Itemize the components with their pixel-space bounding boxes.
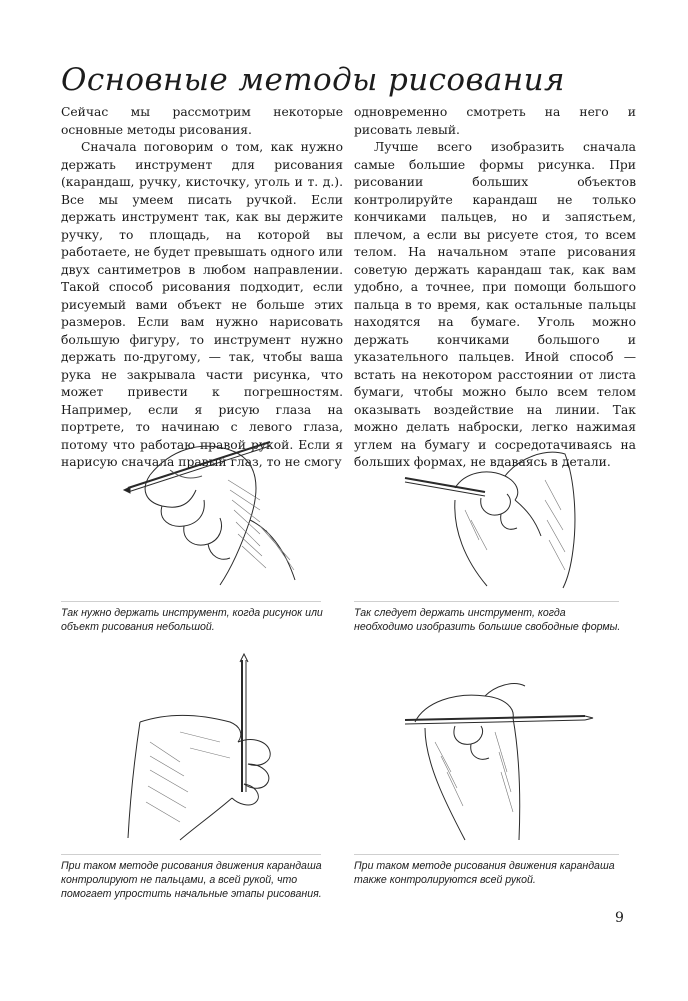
caption-rule — [61, 854, 321, 855]
figure-caption: Так следует держать инструмент, когда необходимо изобразить большие свободные формы. — [354, 607, 621, 633]
left-column — [61, 104, 343, 472]
hand-drawing-overhand-grip — [395, 440, 595, 590]
page-title: Основные методы рисования — [61, 62, 565, 98]
caption-rule — [61, 601, 321, 602]
paragraph: Сейчас мы рассмотрим некоторые основные методы рисования. — [61, 105, 343, 137]
hand-drawing-writing-grip — [110, 430, 320, 590]
page-number: 9 — [615, 910, 624, 926]
figure-caption: При таком методе рисования движения карандаша контролируют не пальцами, а всей рукой, что помогает упростить начальные этапы рисования. — [61, 860, 322, 900]
paragraph: Сначала поговорим о том, как нужно держать инструмент для рисования (карандаш, ручку, кисточку, уголь и т. д.). Все мы умеем писать ручкой. Если держать инструмент так, как вы держите ручку, то площадь, на которой вы работаете, не будет превышать одного или двух сантиметров в любом направлении. Такой способ рисования подходит, если рисуемый вами объект не больше этих размеров. Если вам нужно нарисовать большую фигуру, то инструмент нужно держать по-другому, — так, чтобы ваша рука не закрывала части рисунка, что может привести к погрешностям. Например, если я рисую глаза на портрете, то начинаю с левого глаза, потому что работаю правой рукой. Если я нарисую сначала правый глаз, то не смогу — [61, 140, 343, 469]
hand-drawing-fist-grip — [120, 652, 310, 842]
hand-drawing-horizontal-grip — [395, 672, 605, 842]
right-column — [354, 104, 636, 472]
figure-caption: При таком методе рисования движения карандаша также контролируются всей рукой. — [354, 860, 615, 886]
caption-rule — [354, 601, 619, 602]
paragraph: одновременно смотреть на него и рисовать левый. — [354, 105, 636, 137]
paragraph: Лучше всего изобразить сначала самые большие формы рисунка. При рисовании больших объектов контролируйте карандаш не только кончиками пальцев, но и запястьем, плечом, а если вы рисуете стоя, то всем телом. На начальном этапе рисования советую держать карандаш так, как вам удобно, а точнее, при помощи большого пальца в то время, как остальные пальцы находятся на бумаге. Уголь можно держать кончиками большого и указательного пальцев. Иной способ — встать на некотором расстоянии от листа бумаги, чтобы можно было всем телом оказывать воздействие на линии. Так можно делать наброски, легко нажимая углем на бумагу и сосредотачиваясь на больших формах, не вдаваясь в детали. — [354, 140, 636, 469]
caption-rule — [354, 854, 619, 855]
figure-caption: Так нужно держать инструмент, когда рисунок или объект рисования небольшой. — [61, 607, 323, 633]
